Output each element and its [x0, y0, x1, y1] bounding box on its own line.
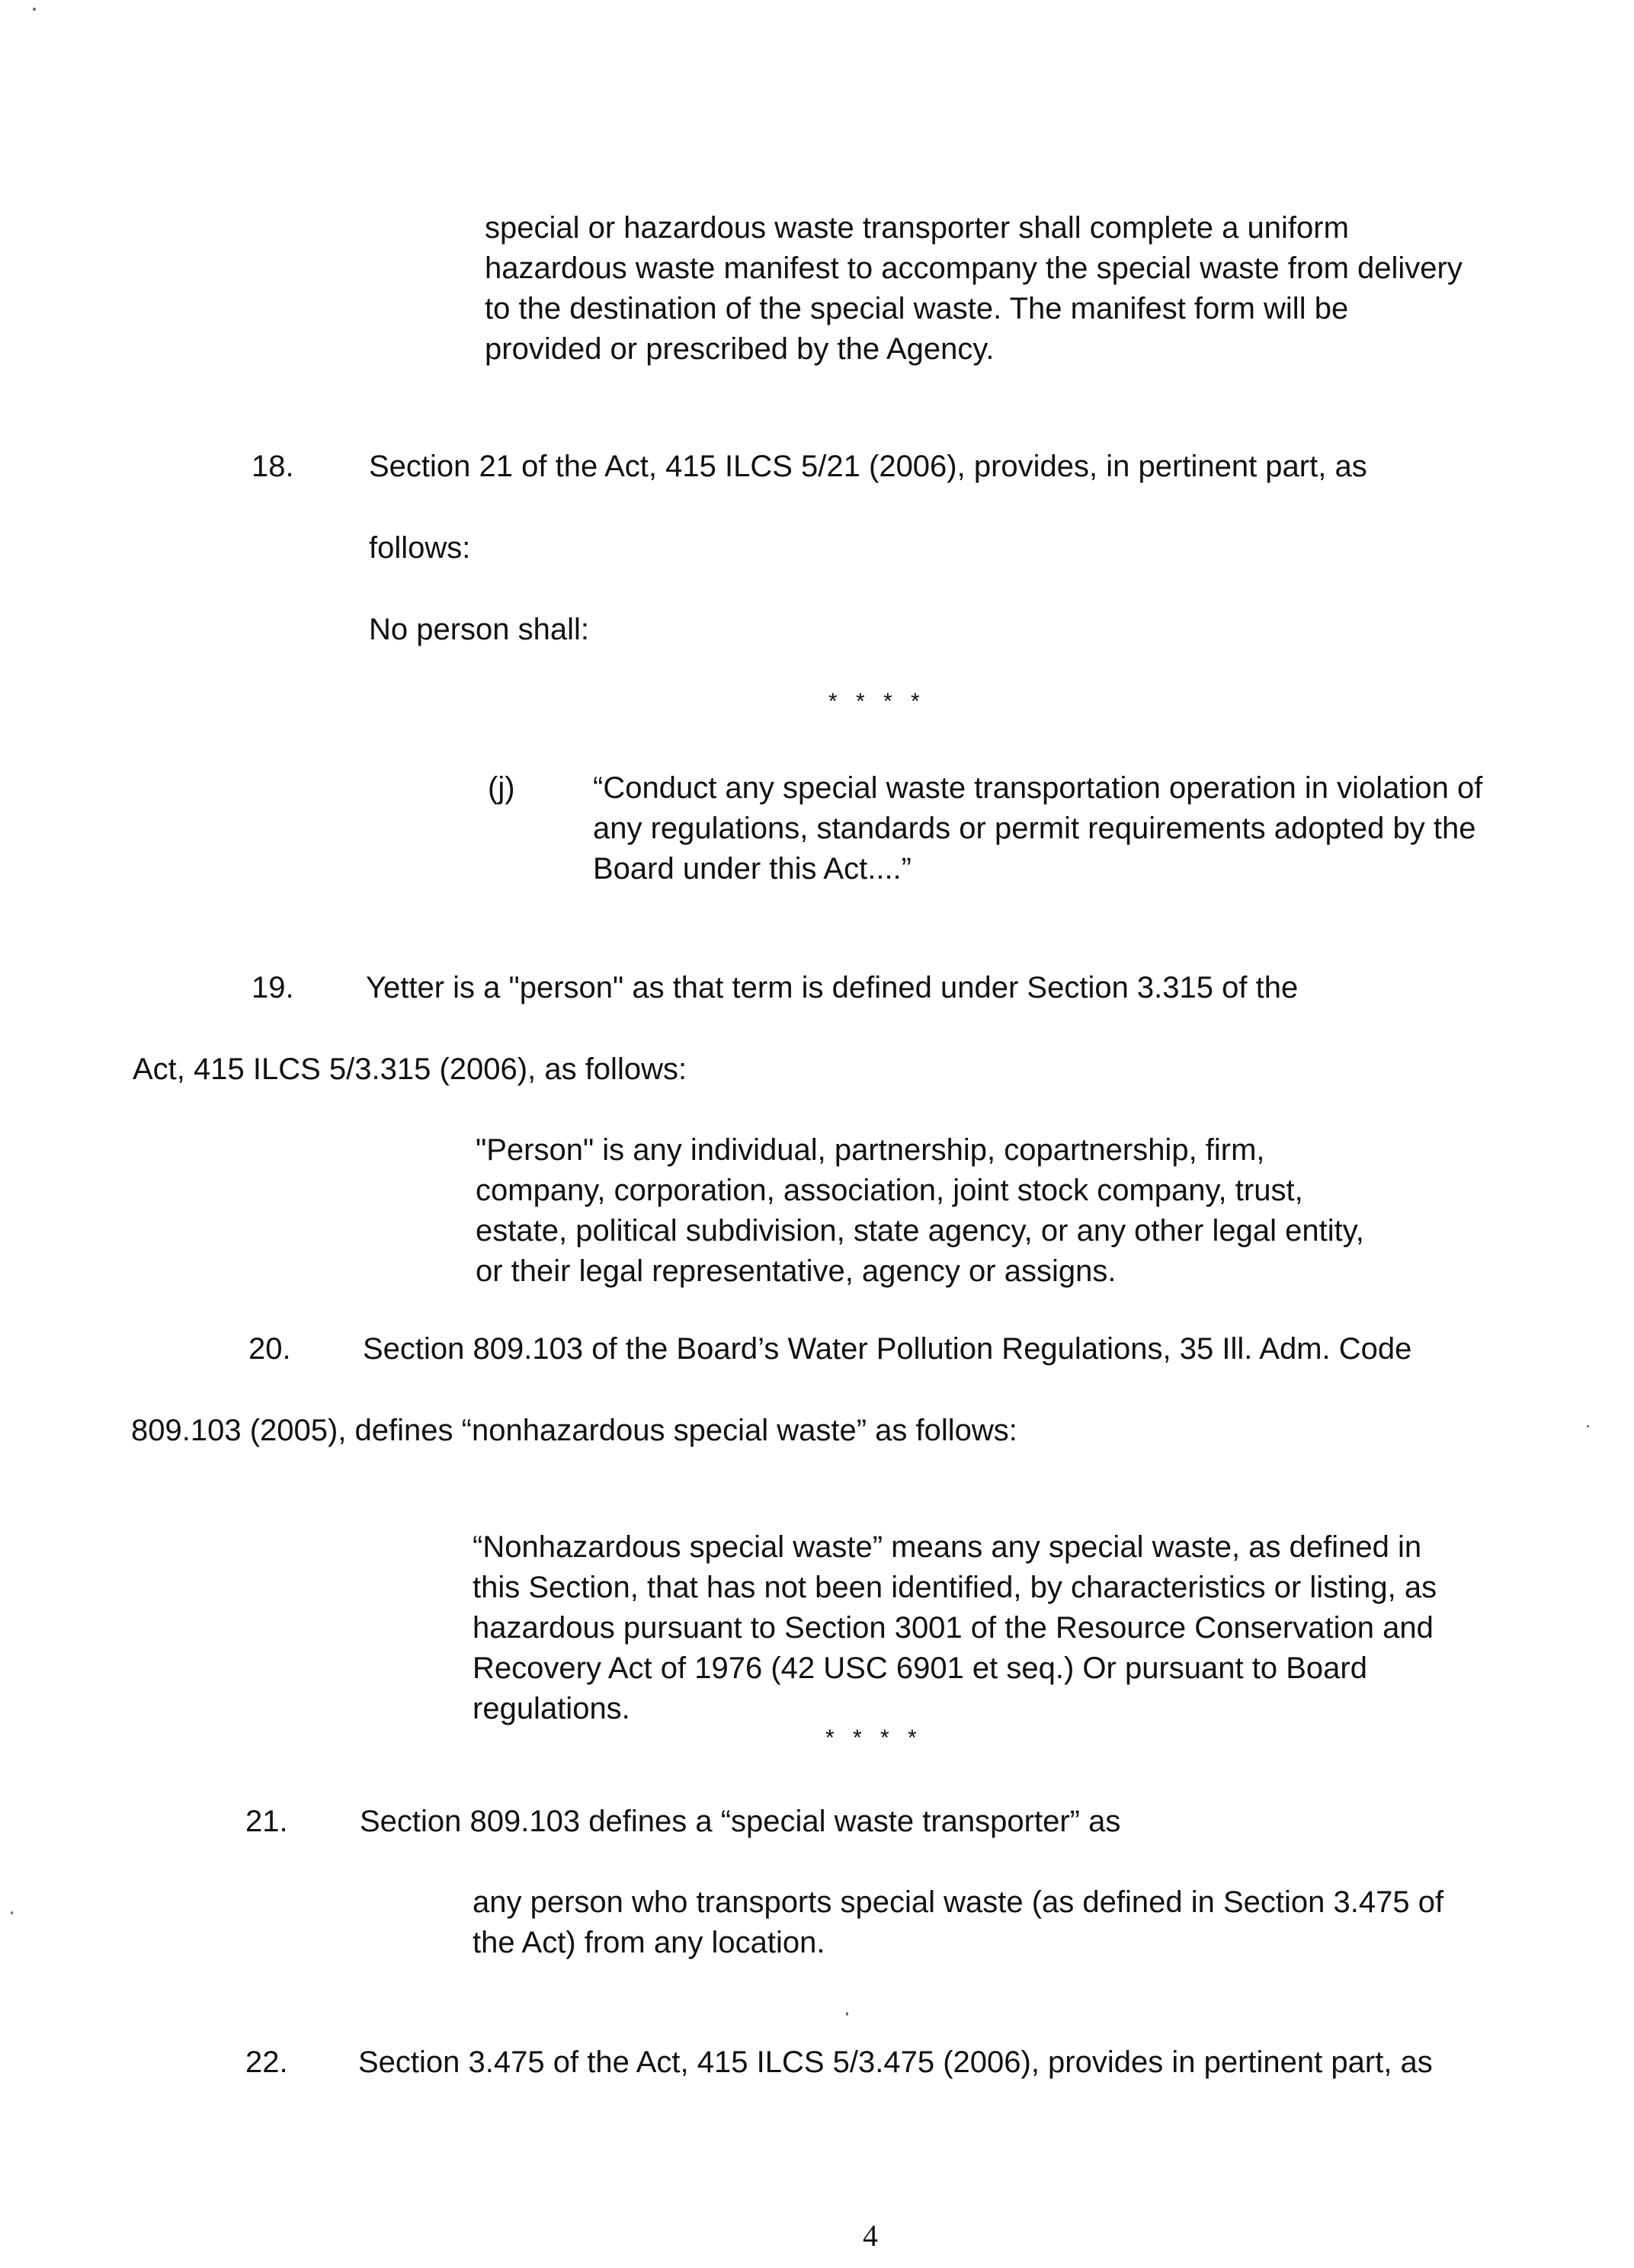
text-line: "Person" is any individual, partnership, copartnership, firm,	[476, 1133, 1265, 1167]
ellipsis-stars: * * * *	[825, 1725, 923, 1751]
text-line: hazardous pursuant to Section 3001 of the Resource Conservation and	[473, 1611, 1434, 1645]
para-18-item-quote	[593, 768, 1482, 889]
text-line: this Section, that has not been identified, by characteristics or listing, as	[473, 1571, 1437, 1604]
para-22-line1: Section 3.475 of the Act, 415 ILCS 5/3.475 (2006), provides in pertinent part, as	[358, 2045, 1433, 2079]
text-line: “Conduct any special waste transportation operation in violation of	[593, 771, 1483, 805]
para-20-line1: Section 809.103 of the Board’s Water Pollution Regulations, 35 Ill. Adm. Code	[363, 1332, 1412, 1366]
page-number: 4	[863, 2218, 878, 2253]
para-19-line1: Yetter is a "person" as that term is defined under Section 3.315 of the	[366, 971, 1299, 1004]
text-line: company, corporation, association, joint stock company, trust,	[476, 1174, 1303, 1207]
top-continuation-text	[485, 208, 1463, 370]
para-20-quote	[473, 1527, 1437, 1729]
text-line: any regulations, standards or permit requirements adopted by the	[593, 812, 1476, 845]
text-line: Recovery Act of 1976 (42 USC 6901 et seq.) Or pursuant to Board	[473, 1651, 1367, 1685]
para-18-line1: Section 21 of the Act, 415 ILCS 5/21 (2006), provides, in pertinent part, as	[369, 450, 1367, 483]
para-19-line2: Act, 415 ILCS 5/3.315 (2006), as follows:	[133, 1052, 687, 1086]
para-20-number: 20.	[248, 1332, 291, 1366]
text-line: “Nonhazardous special waste” means any special waste, as defined in	[473, 1530, 1422, 1564]
para-19-quote	[476, 1130, 1364, 1292]
text-line: estate, political subdivision, state agency, or any other legal entity,	[476, 1214, 1364, 1248]
ellipsis-stars: * * * *	[828, 689, 926, 714]
para-18-line2: follows:	[369, 531, 471, 565]
para-22-number: 22.	[245, 2045, 288, 2079]
text-line: special or hazardous waste transporter shall complete a uniform	[485, 211, 1349, 245]
text-line: Board under this Act....”	[593, 852, 912, 886]
text-line: the Act) from any location.	[473, 1926, 825, 1959]
para-18-item-label: (j)	[488, 771, 515, 805]
para-21-line1: Section 809.103 defines a “special waste transporter” as	[360, 1805, 1121, 1838]
text-line: to the destination of the special waste. The manifest form will be	[485, 292, 1349, 325]
text-line: regulations.	[473, 1692, 630, 1725]
text-line: provided or prescribed by the Agency.	[485, 332, 995, 366]
para-21-number: 21.	[245, 1805, 288, 1838]
para-18-number: 18.	[252, 450, 294, 483]
para-20-line2: 809.103 (2005), defines “nonhazardous special waste” as follows:	[131, 1414, 1017, 1447]
text-line: or their legal representative, agency or assigns.	[476, 1254, 1117, 1288]
para-18-lead: No person shall:	[369, 613, 590, 646]
scan-speck	[33, 8, 36, 11]
text-line: hazardous waste manifest to accompany the special waste from delivery	[485, 251, 1463, 285]
scan-speck	[11, 1911, 13, 1914]
text-line: any person who transports special waste (as defined in Section 3.475 of	[473, 1885, 1444, 1919]
scan-speck	[1587, 1425, 1589, 1427]
para-21-quote	[473, 1882, 1443, 1963]
scan-speck	[846, 2012, 848, 2016]
para-19-number: 19.	[252, 971, 294, 1004]
